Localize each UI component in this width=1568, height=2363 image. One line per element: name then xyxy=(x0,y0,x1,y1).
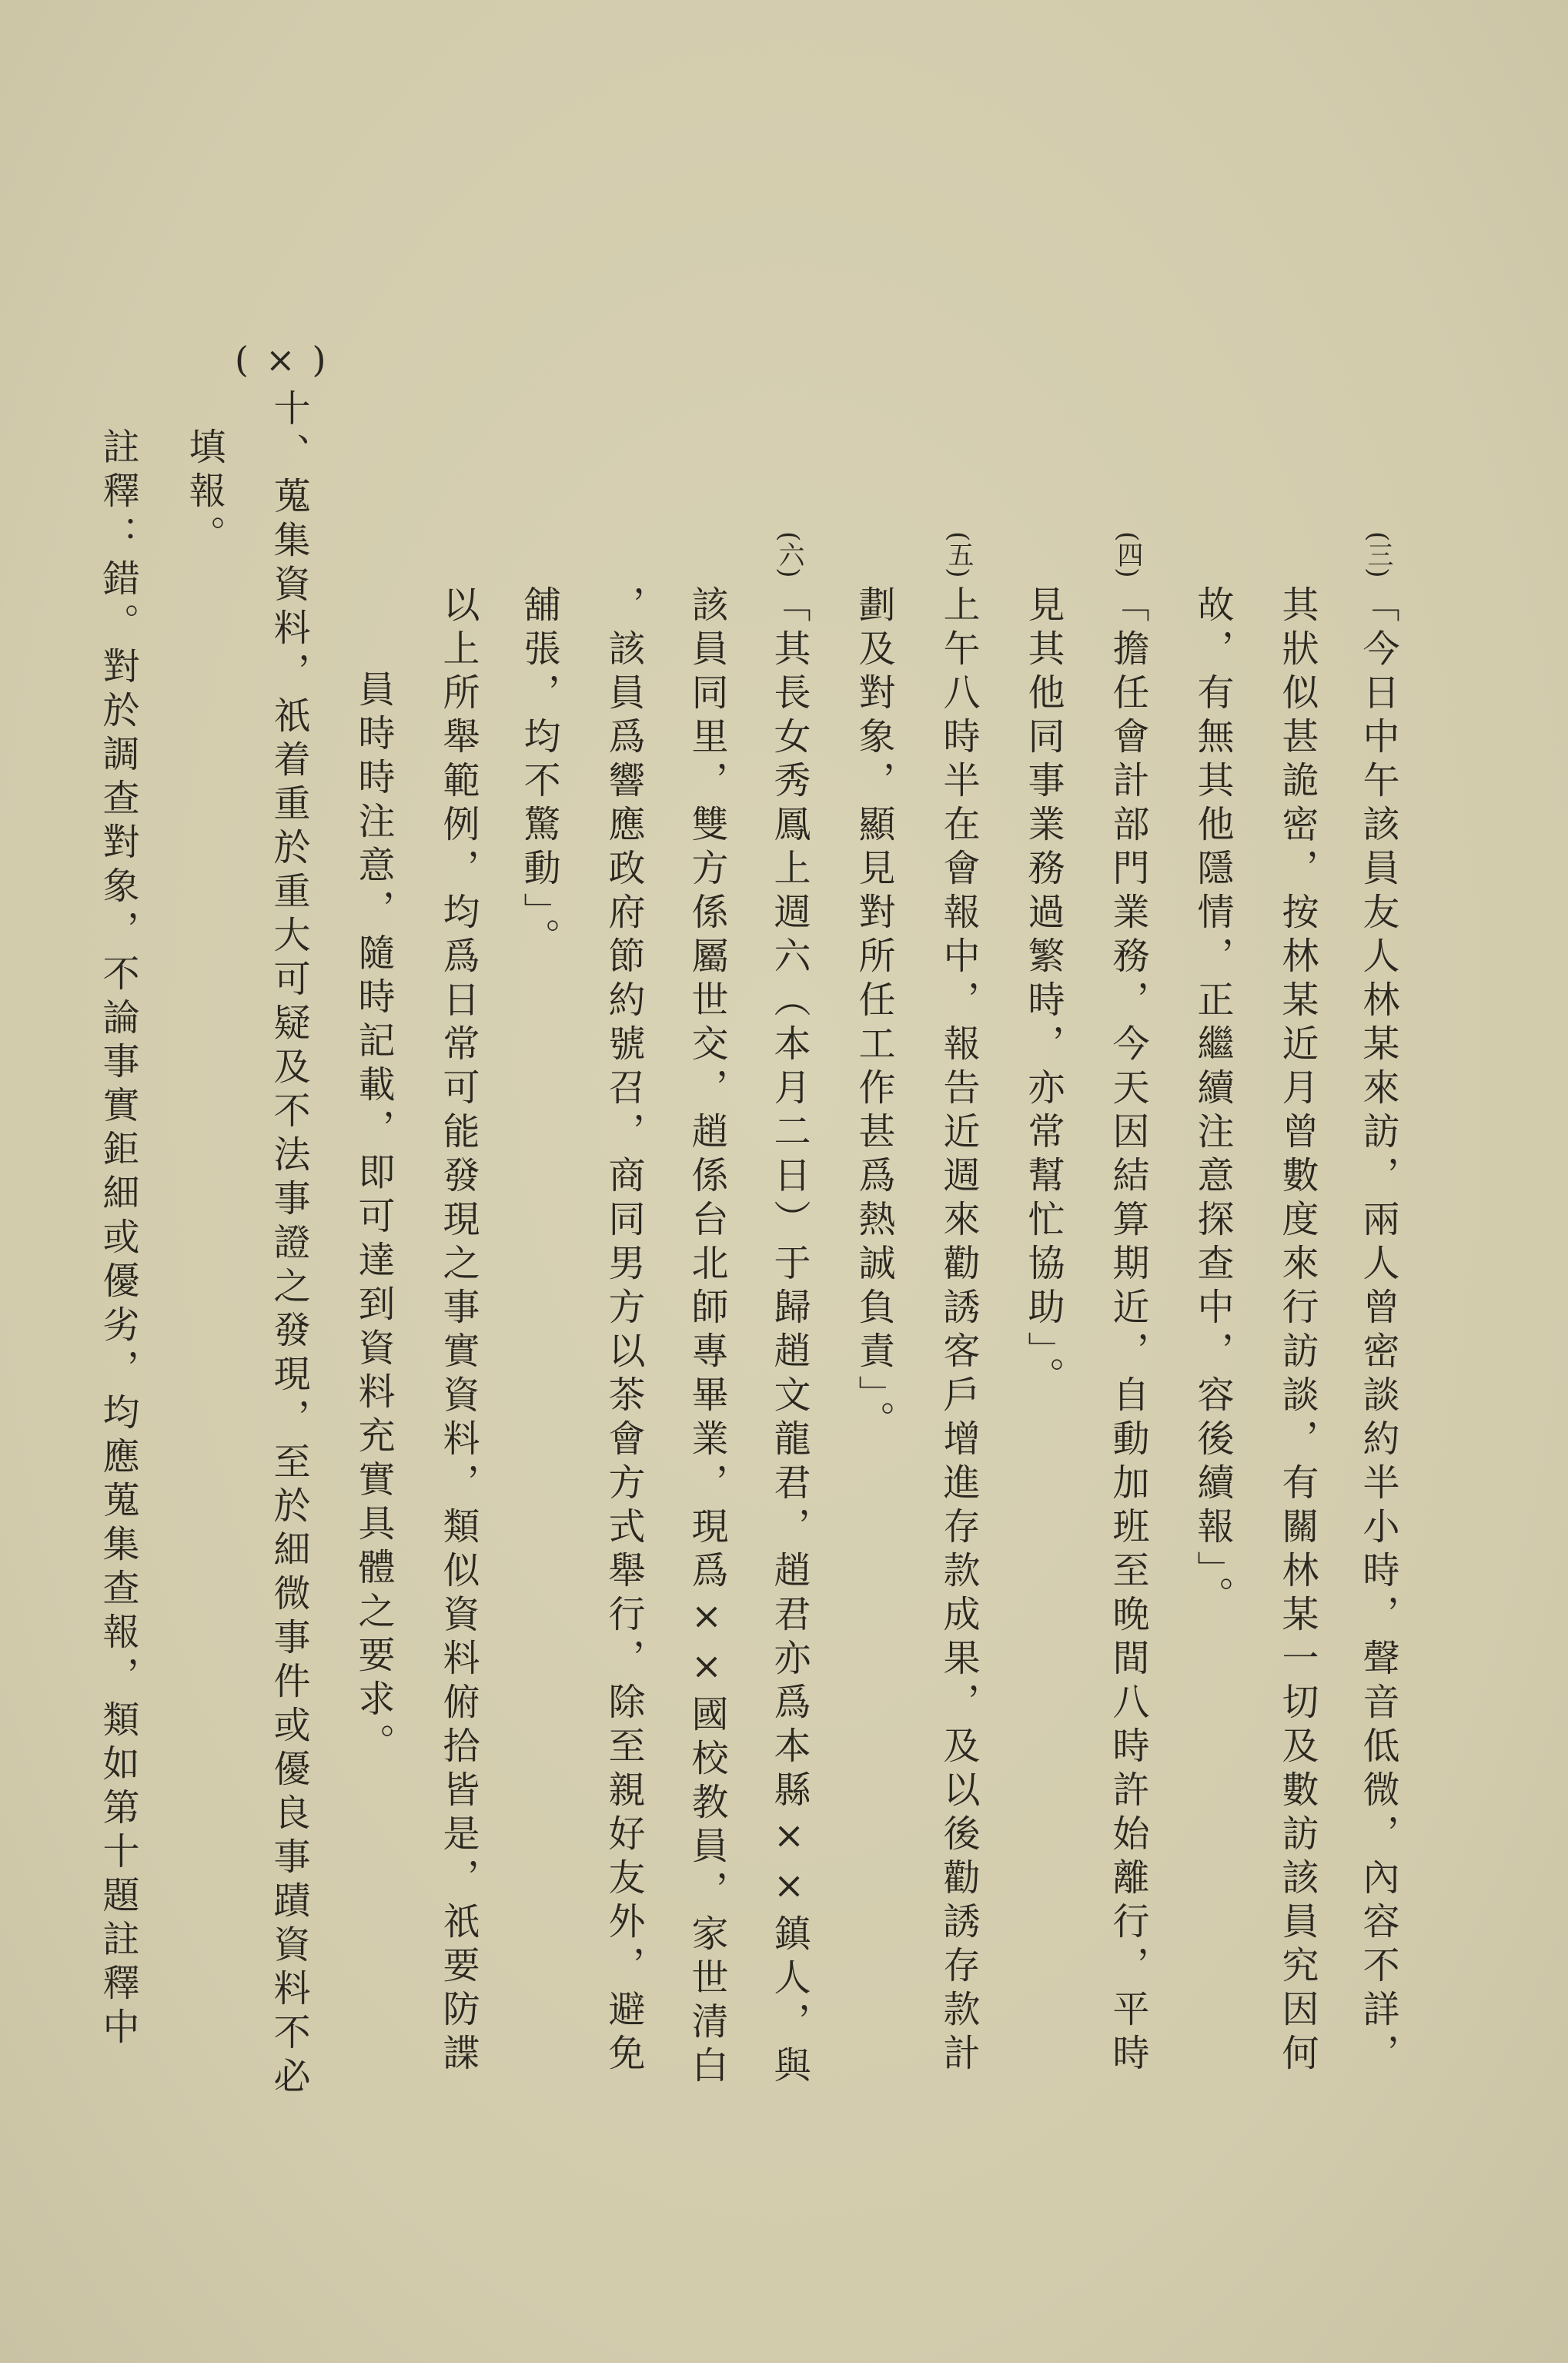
text-column-10: ，該員爲響應政府節約號召，商同男方以茶會方式舉行，除至親好友外，避免 xyxy=(602,585,645,2077)
text-column-11: 舖張，均不驚動」。 xyxy=(517,585,560,962)
text-column-16: 註釋：錯。對於調查對象，不論事實鉅細或優劣，均應蒐集查報，類如第十題註釋中 xyxy=(96,427,139,2051)
text-column-4: 「擔任會計部門業務，今天因結算期近，自動加班至晚間八時許始離行，平時 xyxy=(1106,585,1149,2077)
item-marker-3: (三) xyxy=(1362,531,1393,578)
text-column-14: 十、蒐集資料，祇着重於重大可疑及不法事證之發現，至於細微事件或優良事蹟資料不必 xyxy=(267,389,310,2100)
text-column-3: 故，有無其他隱情，正繼續注意探查中，容後續報」。 xyxy=(1191,585,1234,1620)
text-column-8: 「其長女秀鳳上週六（本月二日）于歸趙文龍君，趙君亦爲本縣××鎮人，與 xyxy=(767,585,811,2090)
text-column-13: 員時時注意，隨時記載，即可達到資料充實具體之要求。 xyxy=(352,670,395,1767)
text-column-15: 填報。 xyxy=(182,427,226,559)
item-marker-5: (五) xyxy=(943,531,974,578)
answer-bracket: (×) xyxy=(235,339,343,380)
text-column-5: 見其他同事業務過繁時，亦常幫忙協助」。 xyxy=(1021,585,1065,1401)
text-column-9: 該員同里，雙方係屬世交，趙係台北師專畢業，現爲××國校教員，家世清白 xyxy=(685,585,728,2090)
text-column-1: 「今日中午該員友人林某來訪，兩人曾密談約半小時，聲音低微，內容不詳， xyxy=(1356,585,1399,2077)
item-marker-6: (六) xyxy=(774,531,804,578)
text-column-7: 劃及對象，顯見對所任工作甚爲熱誠負責」。 xyxy=(852,585,895,1444)
text-column-6: 上午八時半在會報中，報告近週來勸誘客戶增進存款成果，及以後勸誘存款計 xyxy=(937,585,980,2077)
text-column-2: 其狀似甚詭密，按林某近月曾數度來行訪談，有關林某一切及數訪該員究因何 xyxy=(1275,585,1319,2077)
item-marker-4: (四) xyxy=(1112,531,1143,578)
text-column-12: 以上所舉範例，均爲日常可能發現之事實資料，類似資料俯拾皆是，祇要防諜 xyxy=(436,585,480,2077)
